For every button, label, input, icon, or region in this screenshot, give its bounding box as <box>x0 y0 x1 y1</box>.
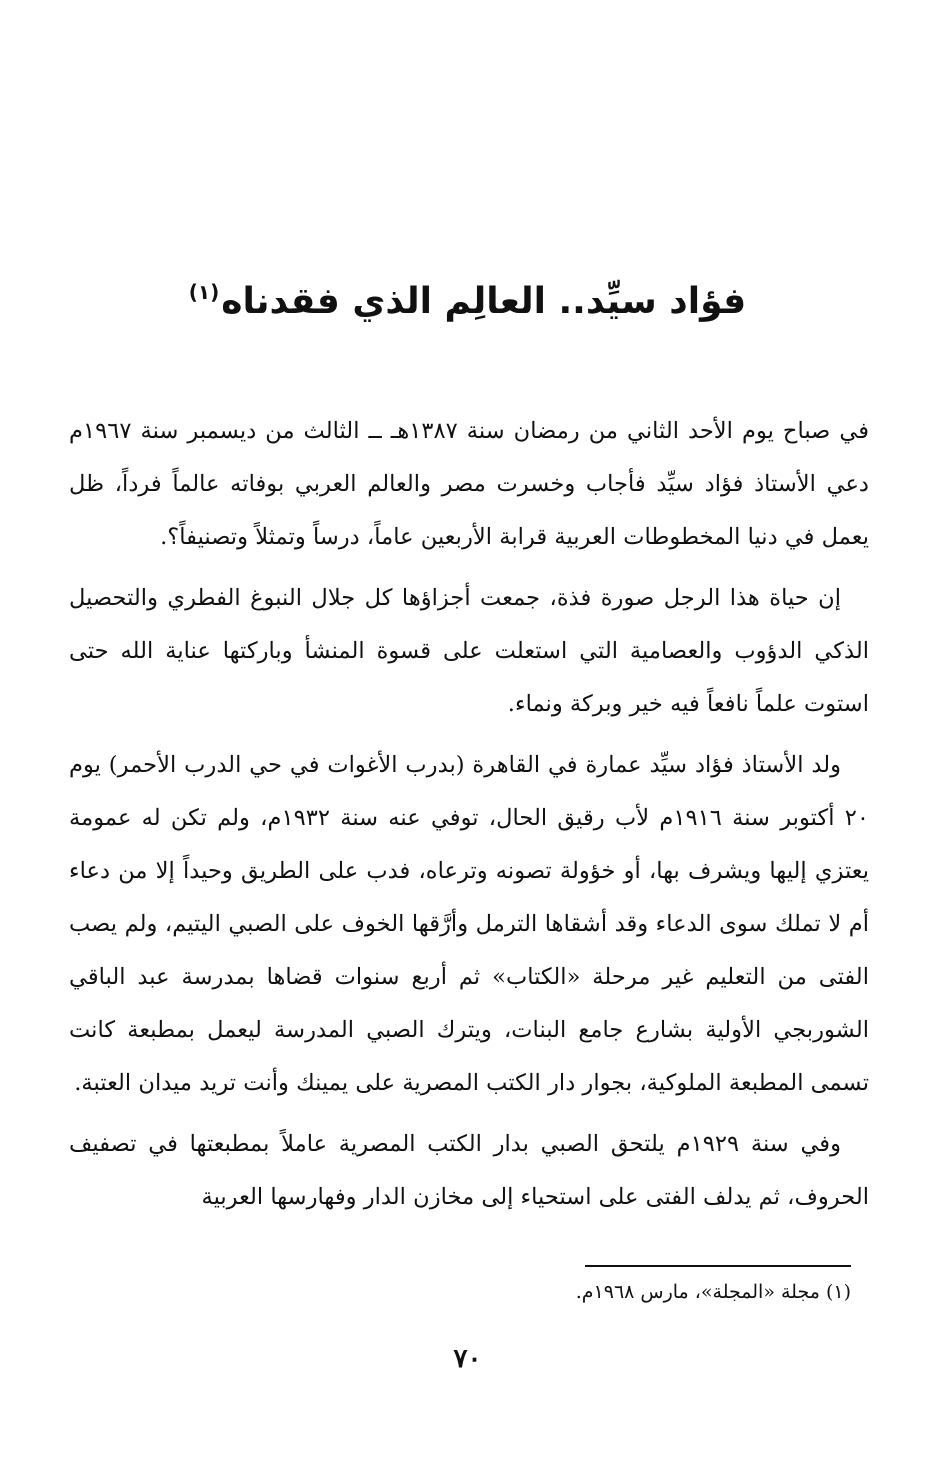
line: وفي سنة ١٩٢٩م يلتحق الصبي بدار الكتب المصرية عاملاً بمطبعتها في <box>148 1131 841 1157</box>
paragraph-3 <box>69 739 869 1110</box>
paragraph-1 <box>69 405 869 564</box>
line: وحيداً إلا من دعاء أم لا تملك سوى الدعاء وقد أشقاها الترمل وأرَّقها الخوف على <box>69 858 870 937</box>
line: الصبي اليتيم، ولم يصب الفتى من التعليم غير مرحلة «الكتاب» ثم أربع سنوات <box>69 911 869 990</box>
paragraph-4 <box>69 1118 869 1224</box>
line: تصفيف الحروف، ثم يدلف الفتى على استحياء إلى مخازن الدار وفهارسها العربية <box>69 1131 869 1210</box>
chapter-title <box>0 280 935 322</box>
page-number: ٧٠ <box>453 1344 482 1374</box>
line: ١٩٦٧م دعي الأستاذ فؤاد سيِّد فأجاب وخسرت مصر والعالم العربي بوفاته عالماً <box>69 418 869 497</box>
line: الله حتى استوت علماً نافعاً فيه خير وبركة ونماء. <box>69 638 869 717</box>
line: الأحمر) يوم ٢٠ أكتوبر سنة ١٩١٦م لأب رقيق الحال، توفي عنه سنة ١٩٣٢م، ولم <box>69 752 869 831</box>
line: في صباح يوم الأحد الثاني من رمضان سنة ١٣٨٧هـ ــ الثالث من ديسمبر سنة <box>140 418 869 444</box>
line: على يمينك وأنت تريد ميدان العتبة. <box>74 1070 396 1096</box>
line: وتصنيفاً؟. <box>160 524 249 550</box>
line: قضاها بمدرسة عبد الباقي الشوربجي الأولية بشارع جامع البنات، ويترك الصبي <box>69 964 869 1043</box>
line: تكن له عمومة يعتزي إليها ويشرف بها، أو خؤولة تصونه وترعاه، فدب على الطريق <box>69 805 869 884</box>
paragraph-2 <box>69 572 869 731</box>
line: فرداً، ظل يعمل في دنيا المخطوطات العربية قرابة الأربعين عاماً، درساً وتمثلاً <box>69 471 869 550</box>
footnote: (١) مجلة «المجلة»، مارس ١٩٦٨م. <box>575 1281 851 1303</box>
line: المدرسة ليعمل بمطبعة كانت تسمى المطبعة الملوكية، بجوار دار الكتب المصرية <box>69 1017 869 1096</box>
body-text <box>69 405 869 1232</box>
footnote-divider <box>585 1265 851 1267</box>
line: والتحصيل الذكي الدؤوب والعصامية التي استعلت على قسوة المنشأ وباركتها عناية <box>69 585 869 664</box>
title-footnote-mark: (١) <box>188 280 220 304</box>
line: إن حياة هذا الرجل صورة فذة، جمعت أجزاؤها كل جلال النبوغ الفطري <box>167 585 842 611</box>
line: ولد الأستاذ فؤاد سيِّد عمارة في القاهرة (بدرب الأغوات في حي الدرب <box>184 752 841 778</box>
chapter-title-text: فؤاد سيِّد.. العالِم الذي فقدناه <box>221 281 747 322</box>
